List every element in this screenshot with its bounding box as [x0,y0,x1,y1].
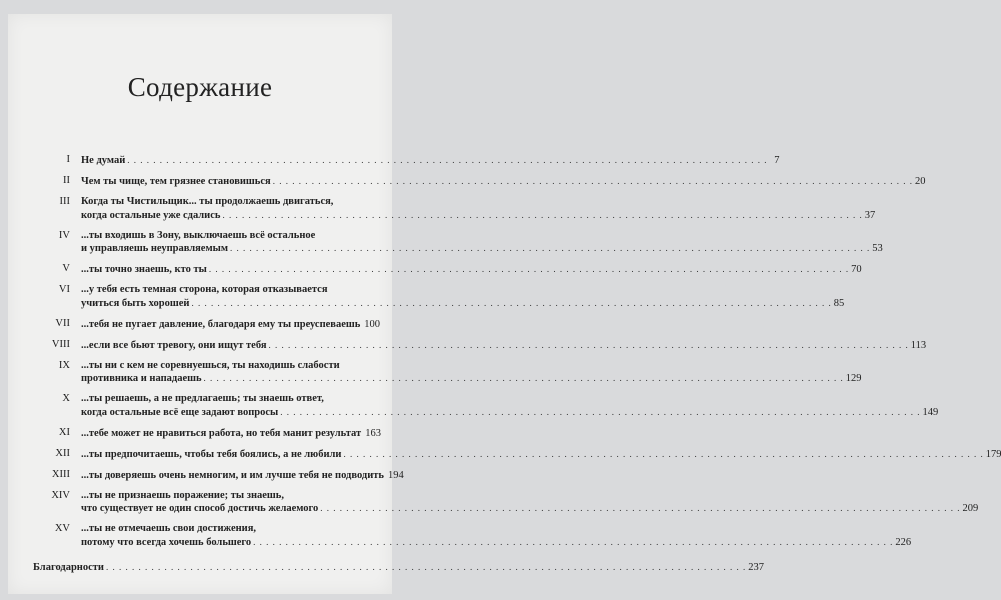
chapter-title-line: ...ты ни с кем не соревнуешься, ты находишь слабости [81,359,340,371]
chapter-title [81,393,939,419]
chapter-title-line-last [81,536,912,550]
page-number: 70 [851,264,862,275]
chapter-title-line: ...ты решаешь, а не предлагаешь; ты знаешь ответ, [81,393,324,404]
chapter-title [81,263,862,277]
chapter-title-line: противника и нападаешь [81,373,202,384]
chapter-title [81,154,780,168]
chapter-title-line: потому что всегда хочешь большего [81,536,252,548]
page-number: 113 [910,339,927,351]
page-number: 209 [962,503,979,514]
chapter-number: V [62,263,70,274]
chapter-title-line-last [81,175,926,189]
page-number: 53 [872,243,883,254]
dot-leader [320,502,960,515]
chapter-number: III [59,196,70,207]
dot-leader [106,561,746,574]
chapter-title-line: Чем ты чище, тем грязнее становишься [81,176,271,187]
dot-leader [273,175,913,188]
chapter-title [81,196,876,222]
dot-leader [204,372,844,385]
page-number: 129 [845,373,862,384]
chapter-number: X [62,393,70,404]
chapter-number: XI [58,426,70,438]
dot-leader [343,448,983,461]
chapter-title-line: ...если все бьют тревогу, они ищут тебя [81,339,267,351]
acknowledgements-line [33,561,764,575]
chapter-title-line-last [81,318,381,332]
dot-leader [269,339,909,352]
chapter-title [81,339,927,353]
chapter-number: XIV [51,489,70,501]
chapter-title-line-last [81,406,939,420]
chapter-number: IV [58,229,70,241]
chapter-title-line: когда остальные всё еще задают вопросы [81,406,279,418]
page-number: 149 [922,406,939,418]
chapter-title [81,448,1001,462]
chapter-title [81,489,979,516]
chapter-title [81,469,404,483]
chapter-title [81,175,926,189]
dot-leader [222,209,862,222]
chapter-title-line: ...тебе может не нравиться работа, но тебя манит результат [81,427,362,439]
chapter-title-line: ...ты точно знаешь, кто ты [81,264,207,275]
chapter-title [81,427,381,441]
chapter-title [81,284,845,310]
dot-leader [209,263,849,276]
chapter-number: VI [58,284,70,295]
page-number: 179 [985,448,1001,460]
chapter-title-line: ...тебя не пугает давление, благодаря ему ты преуспеваешь [81,318,361,330]
chapter-title-line: и управляешь неуправляемым [81,243,228,254]
chapter-title [81,359,862,386]
page-number: 100 [364,318,381,330]
chapter-title-line-last [81,502,979,516]
chapter-number: XII [55,447,70,459]
chapter-title-line: когда остальные уже сдались [81,209,221,221]
chapter-title [81,523,912,549]
chapter-title-line-last [81,339,927,353]
page-number: 226 [895,536,912,548]
dot-leader [127,154,767,167]
chapter-title-line: Не думай [81,155,126,166]
chapter-title-line-last [81,209,876,223]
chapter-title-line-last [81,154,780,168]
chapter-number: XIII [51,468,70,480]
book-page [8,14,1001,594]
chapter-title-line: что существует не один способ достичь желаемого [81,503,319,514]
chapter-title-line-last [81,372,862,386]
chapter-title-line-last [81,297,845,311]
page-number: 237 [748,561,764,573]
chapter-title-line: ...ты не признаешь поражение; ты знаешь, [81,489,284,501]
chapter-number: VIII [51,338,70,350]
chapter-title-line-last [81,448,1001,462]
acknowledgements-entry[interactable] [33,561,764,575]
dot-leader [230,242,870,255]
chapter-title-line-last [81,242,883,256]
dot-leader [253,536,893,549]
chapter-title-line: ...ты предпочитаешь, чтобы тебя боялись, а не любили [81,448,342,460]
page-number: 163 [365,427,381,439]
chapter-number: IX [58,359,70,371]
chapter-number: VII [55,317,70,329]
chapter-title-line-last [81,263,862,277]
chapter-title-line: Когда ты Чистильщик... ты продолжаешь двигаться, [81,196,334,207]
chapter-title-line: ...у тебя есть темная сторона, которая отказывается [81,284,328,295]
chapter-title-line: ...ты входишь в Зону, выключаешь всё остальное [81,229,316,241]
chapter-title [81,229,883,256]
dot-leader [191,297,831,310]
page-number: 7 [774,155,780,166]
dot-leader [280,406,920,419]
chapter-title-line: учиться быть хорошей [81,297,190,309]
page-number: 194 [387,469,404,481]
chapter-title-line-last [81,469,404,483]
chapter-number: XV [54,523,70,534]
acknowledgements-label: Благодарности [33,561,104,573]
chapter-title-line: ...ты доверяешь очень немногим, и им лучше тебя не подводить [81,469,384,481]
chapter-number: I [66,154,70,165]
page-number: 37 [864,209,876,221]
page-number: 85 [833,297,845,309]
chapter-title [81,318,381,332]
chapter-title-line: ...ты не отмечаешь свои достижения, [81,523,257,534]
page-number: 20 [914,176,926,187]
chapter-title-line-last [81,427,381,441]
chapter-number: II [63,175,70,186]
page-title: Содержание [127,72,273,102]
